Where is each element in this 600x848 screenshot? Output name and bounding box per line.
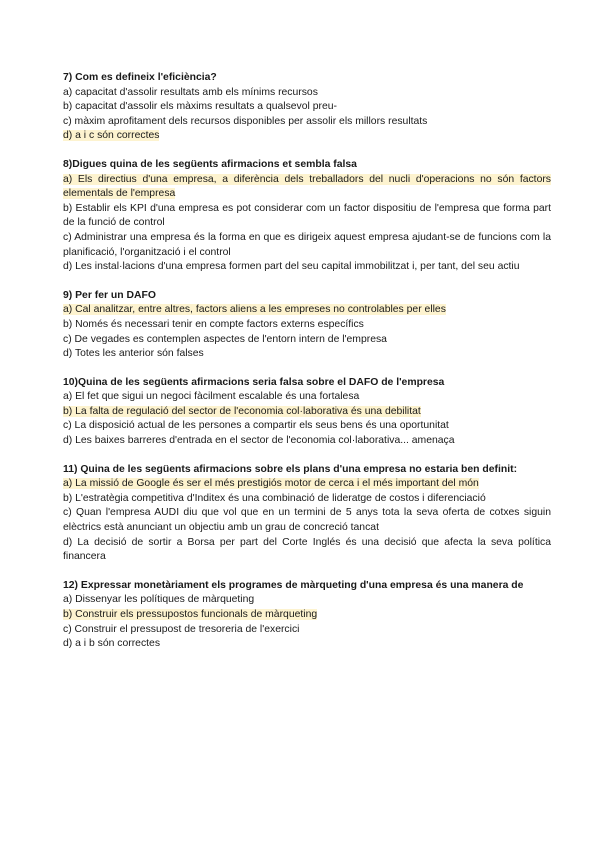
- answer-option-highlighted: [63, 303, 551, 318]
- answer-option: [63, 260, 551, 275]
- option-text: b) Establir els KPI d'una empresa es pot considerar com un factor dispositiu de l'empresa que forma part de la funció de control: [63, 202, 551, 229]
- answer-option: [63, 623, 551, 638]
- option-text: d) Les instal·lacions d'una empresa formen part del seu capital immobilitzat i, per tant, del seu actiu: [63, 261, 520, 273]
- answer-option: [63, 115, 551, 130]
- option-text: b) Construir els pressupostos funcionals de màrqueting: [63, 609, 318, 620]
- option-text: a) Els directius d'una empresa, a diferència dels treballadors del nucli d'operacions no són factors elementals de l'empresa: [63, 173, 551, 200]
- answer-option-highlighted: [63, 129, 551, 144]
- question-title: 9) Per fer un DAFO: [63, 289, 156, 301]
- option-text: c) La disposició actual de les persones a compartir els seus bens és una oportunitat: [63, 420, 449, 432]
- option-text: b) Només és necessari tenir en compte factors externs específics: [63, 318, 364, 330]
- question-block: [63, 289, 551, 362]
- option-text: c) màxim aprofitament dels recursos disponibles per assolir els millors resultats: [63, 115, 428, 127]
- option-text: d) La decisió de sortir a Borsa per part del Corte Inglés és una decisió que afecta la seva política financera: [63, 536, 551, 563]
- option-text: c) De vegades es contemplen aspectes de l'entorn intern de l'empresa: [63, 333, 387, 345]
- question-title: 11) Quina de les següents afirmacions sobre els plans d'una empresa no estaria ben definit:: [63, 463, 518, 475]
- answer-option: [63, 593, 551, 608]
- option-text: a) Cal analitzar, entre altres, factors aliens a les empreses no controlables per elles: [63, 304, 446, 316]
- question-block: [63, 71, 551, 144]
- answer-option: [63, 318, 551, 333]
- option-text: b) L'estratègia competitiva d'Inditex és una combinació de lideratge de costos i diferenciació: [63, 492, 486, 504]
- question-list: [63, 71, 551, 666]
- question-title: 8)Digues quina de les següents afirmacions et sembla falsa: [63, 158, 357, 170]
- option-text: d) Les baixes barreres d'entrada en el sector de l'economia col·laborativa... amenaça: [63, 435, 455, 447]
- question-block: [63, 376, 551, 449]
- question-title: 12) Expressar monetàriament els programes de màrqueting d'una empresa és una manera de: [63, 579, 524, 591]
- answer-option: [63, 434, 551, 449]
- question-block: [63, 579, 551, 652]
- answer-option: [63, 333, 551, 348]
- option-text: d) Totes les anterior són falses: [63, 348, 204, 360]
- answer-option: [63, 202, 551, 231]
- option-text: d) a i c són correctes: [63, 130, 160, 142]
- answer-option: [63, 231, 551, 260]
- answer-option-highlighted: [63, 608, 551, 623]
- answer-option: [63, 347, 551, 362]
- answer-option: [63, 100, 551, 115]
- option-text: c) Administrar una empresa és la forma en que es dirigeix aquest empresa ajudant-se de funcions com la planificació, l'organització i el control: [63, 231, 551, 258]
- option-text: a) El fet que sigui un negoci fàcilment escalable és una fortalesa: [63, 391, 360, 403]
- option-text: c) Quan l'empresa AUDI diu que vol que en un termini de 5 anys tota la seva oferta de cotxes siguin elèctrics està anunciant un objectiu amb un grau de concreció tancat: [63, 507, 551, 534]
- answer-option: [63, 536, 551, 565]
- answer-option-highlighted: [63, 477, 551, 492]
- question-block: [63, 463, 551, 565]
- answer-option-highlighted: [63, 173, 551, 202]
- option-text: b) La falta de regulació del sector de l'economia col·laborativa és una debilitat: [63, 405, 421, 417]
- answer-option-highlighted: [63, 405, 551, 420]
- answer-option: [63, 637, 551, 652]
- option-text: a) capacitat d'assolir resultats amb els mínims recursos: [63, 86, 318, 98]
- option-text: a) La missió de Google és ser el més prestigiós motor de cerca i el més important del món: [63, 478, 479, 490]
- option-text: c) Construir el pressupost de tresoreria de l'exercici: [63, 623, 300, 635]
- answer-option: [63, 506, 551, 535]
- option-text: b) capacitat d'assolir els màxims resultats a qualsevol preu-: [63, 101, 337, 113]
- answer-option: [63, 86, 551, 101]
- answer-option: [63, 492, 551, 507]
- answer-option: [63, 390, 551, 405]
- question-title: 7) Com es defineix l'eficiència?: [63, 72, 217, 83]
- question-title: 10)Quina de les següents afirmacions seria falsa sobre el DAFO de l'empresa: [63, 376, 445, 388]
- answer-option: [63, 419, 551, 434]
- question-block: [63, 158, 551, 275]
- option-text: d) a i b són correctes: [63, 638, 161, 650]
- option-text: a) Dissenyar les polítiques de màrqueting: [63, 594, 255, 606]
